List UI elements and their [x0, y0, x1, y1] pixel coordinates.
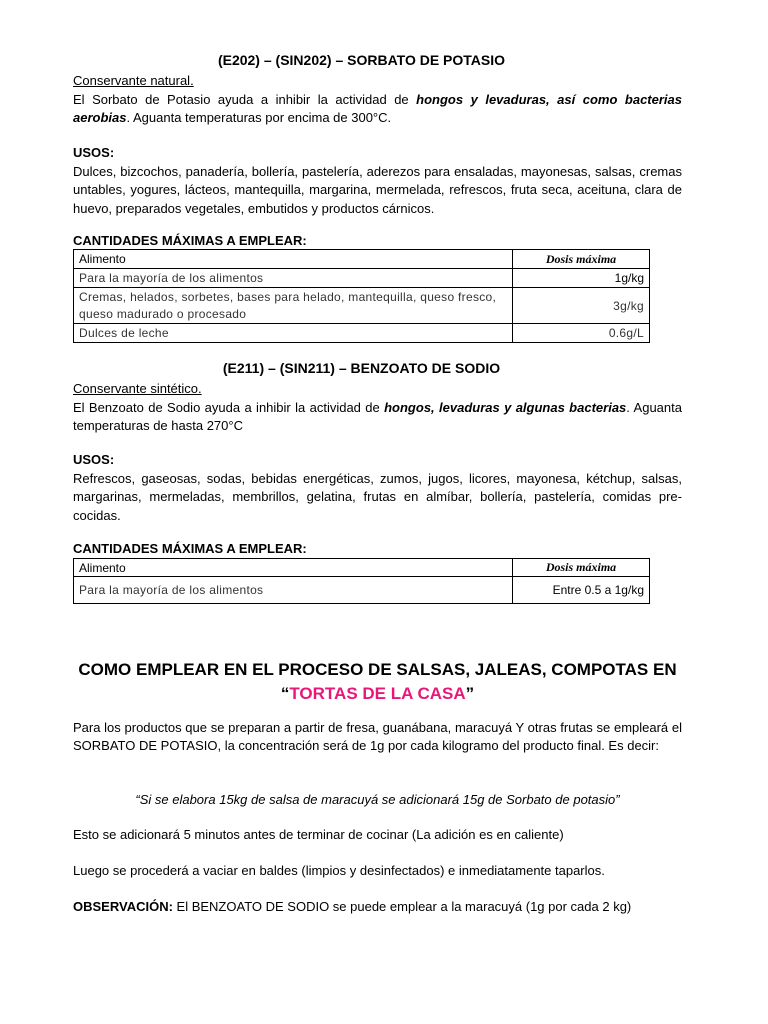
- header-dose: Dosis máxima: [513, 559, 650, 577]
- section2-type: Conservante sintético.: [73, 381, 202, 396]
- table-header-row: [74, 250, 650, 269]
- section1-desc-text-end: . Aguanta temperaturas por encima de 300°C.: [126, 110, 392, 126]
- section1-desc-text: El Sorbato de Potasio ayuda a inhibir la actividad de: [73, 92, 417, 107]
- section3-step-add: Esto se adicionará 5 minutos antes de terminar de cocinar (La adición es en caliente): [73, 827, 564, 842]
- section3-title-line1: COMO EMPLEAR EN EL PROCESO DE SALSAS, JALEAS, COMPOTAS EN: [78, 660, 677, 679]
- section1-desc-emphasis: hongos y levaduras, así como bacterias aerobias: [73, 92, 683, 126]
- section1-table-label: CANTIDADES MÁXIMAS A EMPLEAR:: [73, 233, 307, 248]
- section1-dose-table: [73, 249, 650, 343]
- quote-close: ”: [465, 684, 475, 703]
- section2-dose-table: [73, 558, 650, 604]
- row-dose: 0.6g/L: [513, 324, 650, 343]
- section3-intro-paragraph: Para los productos que se preparan a partir de fresa, guanábana, maracuyá Y otras frutas se empleará el SORBATO DE POTASIO, la concentración será de 1g por cada kilogramo del producto final. Es decir:: [73, 720, 682, 754]
- table-row: [74, 577, 650, 604]
- section3-observation: [73, 898, 682, 916]
- observation-text: El BENZOATO DE SODIO se puede emplear a la maracuyá (1g por cada 2 kg): [172, 899, 632, 914]
- section2-desc-emphasis: hongos, levaduras y algunas bacterias: [384, 400, 627, 415]
- row-food: Cremas, helados, sorbetes, bases para helado, mantequilla, queso fresco, queso madurado o procesado: [74, 288, 513, 324]
- section2-uses-text: Refrescos, gaseosas, sodas, bebidas energéticas, zumos, jugos, licores, mayonesa, kétchup, salsas, margarinas, mermeladas, membrillos, gelatina, frutas en almíbar, bollería, pastelería, comidas pre-cocidas.: [73, 471, 682, 523]
- table-row: [74, 324, 650, 343]
- header-food: Alimento: [74, 559, 513, 577]
- section1-uses-label: USOS:: [73, 145, 115, 160]
- table-header-row: [74, 559, 650, 577]
- table-row: [74, 288, 650, 324]
- header-food: Alimento: [74, 250, 513, 269]
- section2-desc-text: El Benzoato de Sodio ayuda a inhibir la actividad de: [73, 400, 385, 415]
- section2-description: [73, 399, 682, 436]
- row-food: Para la mayoría de los alimentos: [74, 577, 513, 604]
- row-dose: 3g/kg: [513, 288, 650, 324]
- section1-uses-text: Dulces, bizcochos, panadería, bollería, pastelería, aderezos para ensaladas, mayonesas, salsas, cremas untables, yogures, lácteos, mantequilla, margarina, mermelada, refrescos, fruta seca, aceituna, clara de huevo, preparados vegetales, embutidos y productos cárnicos.: [73, 164, 682, 216]
- section1-title: (E202) – (SIN202) – SORBATO DE POTASIO: [217, 52, 506, 68]
- section2-title: (E211) – (SIN211) – BENZOATO DE SODIO: [222, 360, 501, 376]
- section2-uses-label: USOS:: [73, 452, 115, 467]
- section3-example-quote: “Si se elabora 15kg de salsa de maracuyá se adicionará 15g de Sorbato de potasio”: [135, 792, 620, 807]
- table-row: [74, 269, 650, 288]
- header-dose: Dosis máxima: [513, 250, 650, 269]
- section2-table-label: CANTIDADES MÁXIMAS A EMPLEAR:: [73, 541, 307, 556]
- section1-type: Conservante natural.: [73, 73, 194, 88]
- brand-name: TORTAS DE LA CASA: [289, 684, 466, 703]
- row-dose: 1g/kg: [513, 269, 650, 288]
- section3-title-line2: [73, 682, 682, 706]
- row-food: Dulces de leche: [74, 324, 513, 343]
- section3-step-pack: Luego se procederá a vaciar en baldes (limpios y desinfectados) e inmediatamente taparlos.: [73, 863, 605, 878]
- quote-open: “: [280, 684, 290, 703]
- section2-desc-text-end: . Aguanta temperaturas de hasta 270°C: [73, 400, 682, 434]
- row-dose: Entre 0.5 a 1g/kg: [513, 577, 650, 604]
- row-food: Para la mayoría de los alimentos: [74, 269, 513, 288]
- section3-title: [73, 658, 682, 706]
- observation-label: OBSERVACIÓN:: [73, 899, 173, 914]
- section1-description: [73, 91, 682, 128]
